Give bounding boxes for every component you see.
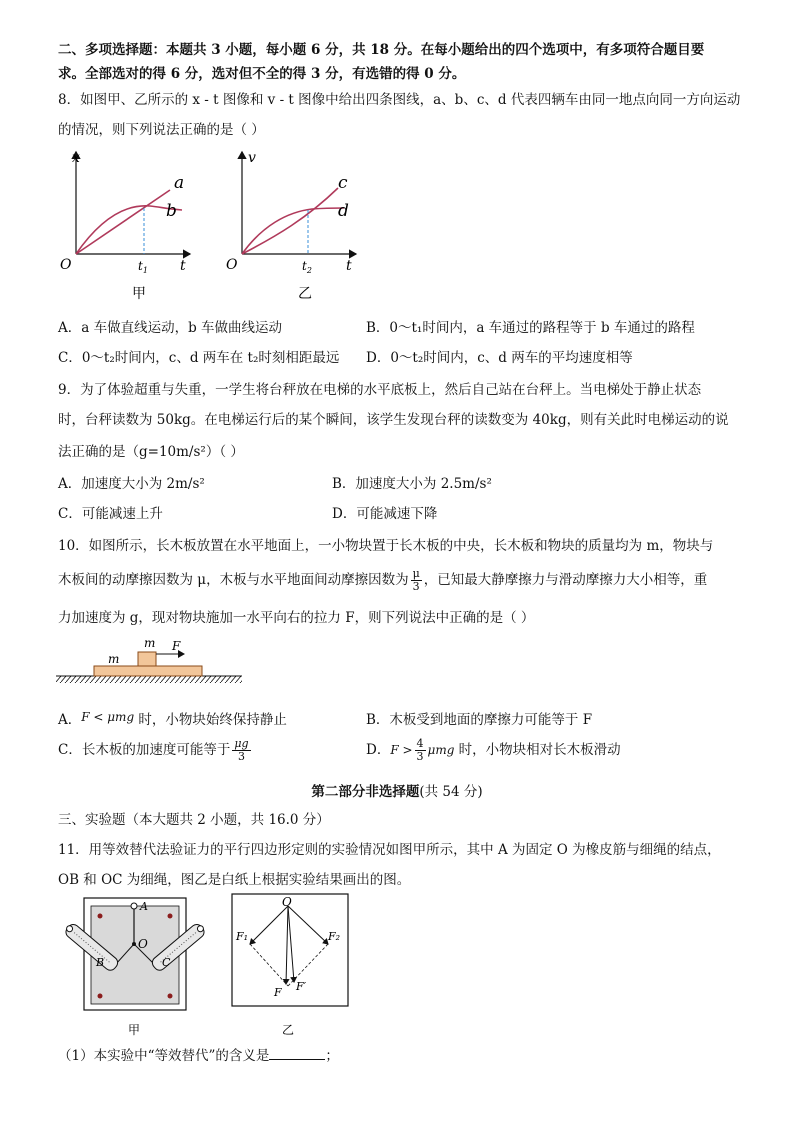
caption-yi: 乙 <box>282 1023 295 1037</box>
q9-option-c: C．可能减速上升 <box>58 506 163 522</box>
x-label: t <box>346 258 352 274</box>
q9-option-b: B．加速度大小为 2.5m/s² <box>332 476 492 492</box>
section-header-line1: 二、多项选择题：本题共 3 小题，每小题 6 分，共 18 分。在每小题给出的四个选项中，有多项符合题目要 <box>58 42 705 58</box>
origin-label: O <box>60 257 72 273</box>
curve-c <box>242 188 338 254</box>
q10-stem-line3: 力加速度为 g，现对物块施加一水平向右的拉力 F，则下列说法中正确的是（ ） <box>58 610 535 626</box>
curve-c-label: c <box>338 173 348 193</box>
q11-figure-jia <box>56 894 216 1040</box>
q10-stem-line2: 木板间的动摩擦因数为 μ，木板与水平地面间动摩擦因数为 $\frac{\mu}{3}$ ，已知最大静摩擦力与滑动摩擦力大小相等，重 <box>58 567 708 593</box>
label-c: C <box>162 956 171 969</box>
q11-subquestion-1: （1）本实验中“等效替代”的含义是 ； <box>58 1048 339 1064</box>
q8-option-b: B．0～t₁时间内，a 车通过的路程等于 b 车通过的路程 <box>366 320 695 336</box>
small-block <box>138 652 156 666</box>
q10-stem-line1: 10．如图所示，长木板放置在水平地面上，一小物块置于长木板的中央，长木板和物块的质量均为 m，物块与 <box>58 538 714 554</box>
board-mass-label: m <box>108 652 120 666</box>
q8-graph-yi <box>222 146 372 306</box>
label-a: A <box>140 900 148 913</box>
label-f-prime: F′ <box>296 980 307 993</box>
line-a <box>76 190 170 254</box>
q11-stem-line1: 11．用等效替代法验证力的平行四边形定则的实验情况如图甲所示，其中 A 为固定 O 为橡皮筋与细绳的结点， <box>58 842 721 858</box>
curve-a-label: a <box>174 173 185 193</box>
x-label: t <box>180 258 186 274</box>
section-header-line2: 求。全部选对的得 6 分，选对但不全的得 3 分，有选错的得 0 分。 <box>58 66 466 82</box>
paper-frame <box>232 894 348 1006</box>
q8-graph-jia <box>56 146 206 306</box>
y-label: x <box>72 150 80 166</box>
caption-yi: 乙 <box>298 286 312 302</box>
t1-label: $t_1$ <box>138 259 148 275</box>
q8-option-a: A．a 车做直线运动，b 车做曲线运动 <box>58 320 283 336</box>
q10-option-c: C．长木板的加速度可能等于 $\frac{\mu g}{3}$ <box>58 737 249 763</box>
curve-b-label: b <box>166 201 177 221</box>
section3-header: 三、实验题（本大题共 2 小题，共 16.0 分） <box>58 812 330 828</box>
y-label: v <box>248 150 256 166</box>
caption-jia: 甲 <box>128 1023 141 1037</box>
origin-label: O <box>226 257 238 273</box>
label-f: F <box>274 986 282 999</box>
pin-a <box>131 903 137 909</box>
part2-title: 第二部分非选择题(共 54 分) <box>311 784 483 800</box>
q9-stem-line2: 时，台秤读数为 50kg。在电梯运行后的某个瞬间，该学生发现台秤的读数变为 40kg，则有关此时电梯运动的说 <box>58 412 729 428</box>
force-label: F <box>172 639 181 653</box>
t2-label: $t_2$ <box>302 259 312 275</box>
q8-stem-line2: 的情况，则下列说法正确的是（ ） <box>58 122 265 138</box>
q10-figure <box>56 634 256 690</box>
long-board <box>94 666 202 676</box>
q9-option-d: D．可能减速下降 <box>332 506 438 522</box>
q9-stem-line1: 9．为了体验超重与失重，一学生将台秤放在电梯的水平底板上，然后自己站在台秤上。当电梯处于静止状态 <box>58 382 702 398</box>
label-f2: F₂ <box>328 930 341 943</box>
q10-option-a: A．F < μmg 时，小物块始终保持静止 <box>58 710 287 728</box>
ground-hatch <box>56 676 242 683</box>
label-o: O <box>282 895 292 909</box>
q10-option-b: B．木板受到地面的摩擦力可能等于 F <box>366 712 593 728</box>
curve-d <box>242 208 344 254</box>
answer-blank[interactable] <box>269 1047 325 1060</box>
q8-stem-line1: 8．如图甲、乙所示的 x - t 图像和 v - t 图像中给出四条图线，a、b、c、d 代表四辆车由同一地点向同一方向运动 <box>58 92 741 108</box>
block-mass-label: m <box>144 636 156 650</box>
label-b: B <box>96 956 105 969</box>
q8-option-c: C．0～t₂时间内，c、d 两车在 t₂时刻相距最远 <box>58 350 340 366</box>
q11-stem-line2: OB 和 OC 为细绳，图乙是白纸上根据实验结果画出的图。 <box>58 872 411 888</box>
label-o: O <box>138 937 148 951</box>
q8-option-d: D．0～t₂时间内，c、d 两车的平均速度相等 <box>366 350 633 366</box>
curve-d-label: d <box>338 201 349 221</box>
q11-figure-yi <box>230 892 352 1040</box>
label-f1: F₁ <box>236 930 249 943</box>
caption-jia: 甲 <box>132 286 146 302</box>
q10-option-d: D．F > $\frac{4}{3}$ μmg 时，小物块相对长木板滑动 <box>366 737 621 763</box>
q9-option-a: A．加速度大小为 2m/s² <box>58 476 205 492</box>
q9-stem-line3: 法正确的是（g=10m/s²）（ ） <box>58 444 244 460</box>
mu-over-3: $\frac{\mu}{3}$ <box>412 567 420 593</box>
